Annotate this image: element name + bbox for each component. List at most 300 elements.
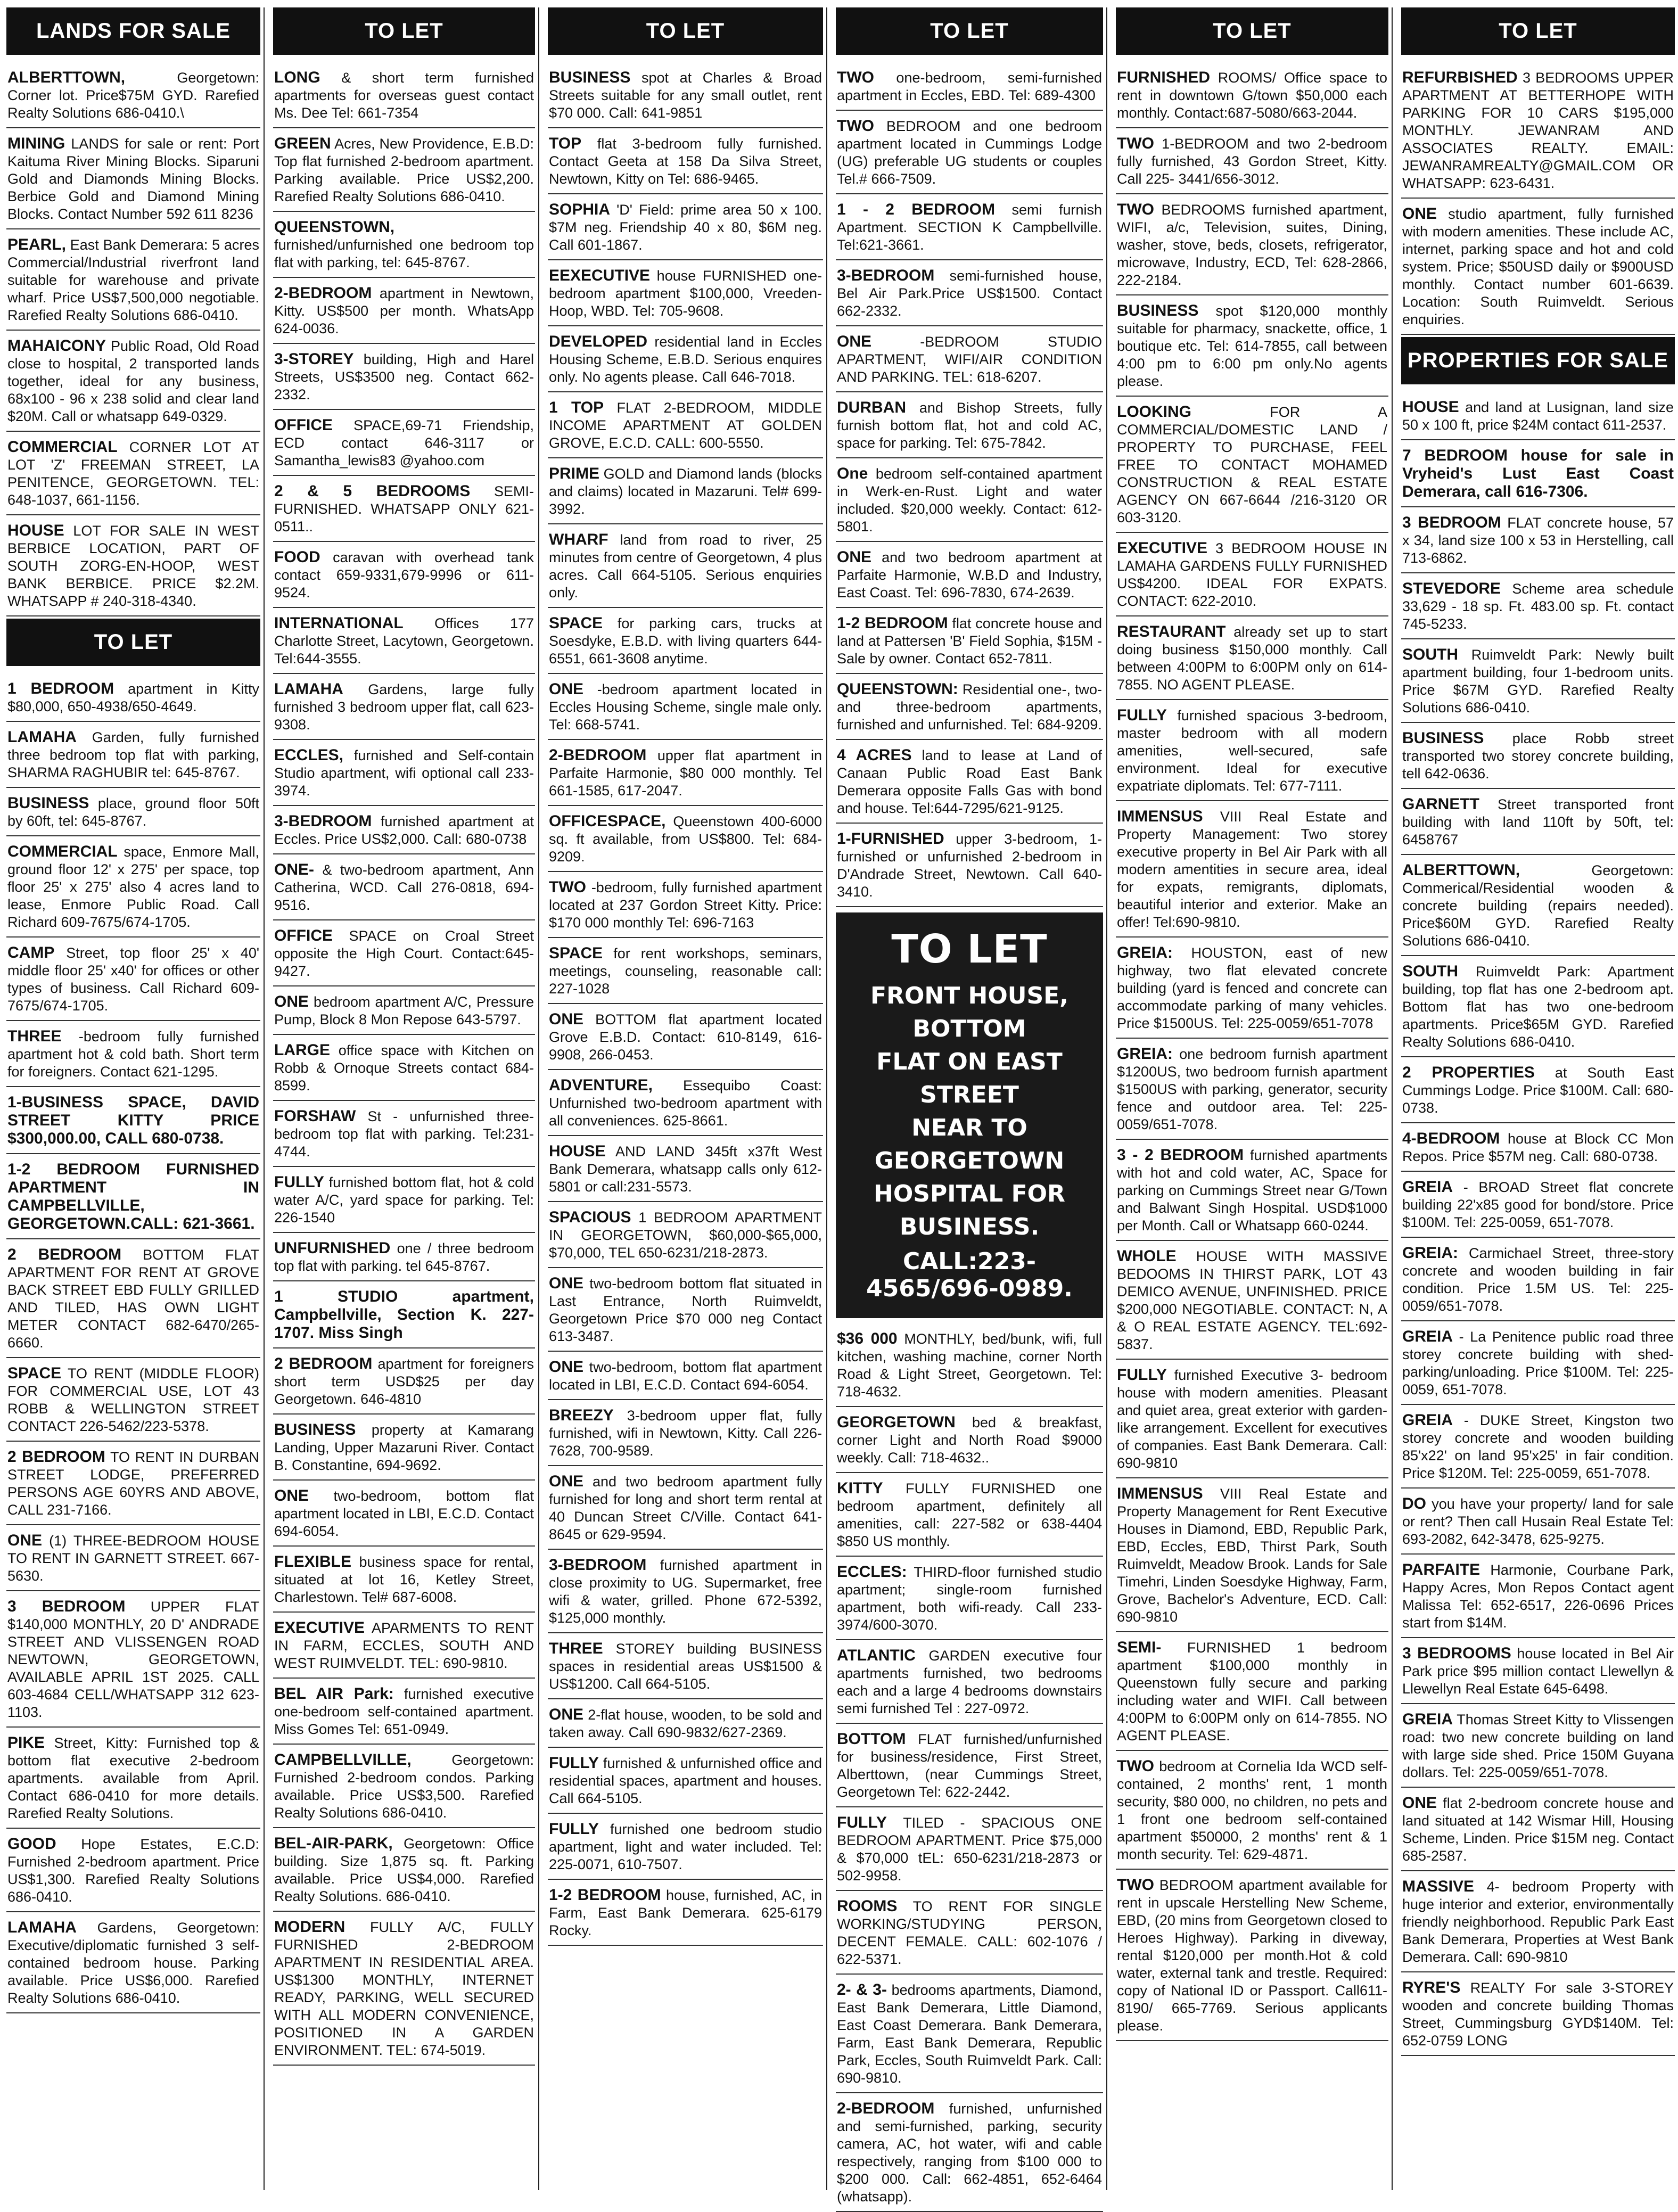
- classified-ad: [836, 394, 1103, 458]
- ad-lead: 2-BEDROOM: [274, 284, 372, 302]
- ad-lead: GREIA: [1402, 1711, 1453, 1728]
- ad-lead: MAHAICONY: [7, 337, 106, 355]
- classified-ad: [6, 64, 260, 128]
- classified-ad: [548, 328, 823, 392]
- ad-lead: ONE-: [274, 861, 314, 878]
- ad-lead: HOUSE: [7, 522, 64, 539]
- ad-lead: EXECUTIVE: [1117, 539, 1208, 557]
- classified-ad: [548, 940, 823, 1004]
- ad-body: FLAT concrete house, 57 x 34, land size 100 x 53 in Herstelling, call 713-6862.: [1402, 515, 1674, 566]
- classified-ad: [273, 412, 535, 476]
- ad-lead: GREIA:: [1402, 1244, 1458, 1262]
- ad-body: 4- bedroom Property with huge interior and exterior, environmentally friendly neighborhood. Republic Park East Bank Demerara, Properties at West Bank Demerara. Call: 690-9810: [1402, 1879, 1674, 1965]
- classified-ad: [273, 1103, 535, 1167]
- ad-body: building, High and Harel Streets, US$3500 neg. Contact 662-2332.: [274, 351, 534, 402]
- ad-body: place, ground floor 50ft by 60ft, tel: 645-8767.: [7, 795, 259, 829]
- ad-lead: 3 BEDROOM: [7, 1598, 126, 1615]
- ad-body: East Bank Demerara: 5 acres Commercial/Industrial riverfront land suitable for warehouse and private wharf. Price US$7,500,000 negotiable. Rarefied Realty Solutions 686-0410.: [7, 237, 259, 323]
- ad-lead: LOOKING: [1117, 403, 1191, 421]
- classified-ad: [1116, 1362, 1388, 1478]
- ad-body: bedroom self-contained apartment in Werk-en-Rust. Light and water included. $20,000 weekly. Contact: 612-5801.: [837, 466, 1102, 535]
- classified-ad: [836, 742, 1103, 824]
- ad-lead: EXECUTIVE: [274, 1619, 365, 1637]
- classified-ad: [1116, 1634, 1388, 1751]
- ad-body: bedroom at Cornelia Ida WCD self-contained, 2 months' rent, 1 month security, $80 000, no children, no pets and 1 front one bedroom self-contained apartment $50000, 2 months' rent & 1 month security. Tel: 629-4871.: [1117, 1758, 1387, 1862]
- classified-ad: [548, 1354, 823, 1400]
- ad-body: -bedroom apartment located in Eccles Housing Scheme, single male only. Tel: 668-5741.: [549, 681, 822, 733]
- classified-ad: [836, 544, 1103, 608]
- classified-ad: [1401, 1790, 1675, 1871]
- ad-lead: HOUSE: [549, 1142, 606, 1160]
- ad-body: house at Block CC Mon Repos. Price $57M neg. Call: 680-0738.: [1402, 1131, 1674, 1164]
- ad-lead: STEVEDORE: [1402, 580, 1501, 597]
- ad-body: semi furnish Apartment. SECTION K Campbellville. Tel:621-3661.: [837, 202, 1102, 253]
- ad-lead: ROOMS: [837, 1897, 898, 1915]
- ad-body: furnished apartment at Eccles. Price US$2,000. Call: 680-0738: [274, 813, 534, 847]
- ad-lead: RYRE'S: [1402, 1979, 1461, 1996]
- ad-lead: KITTY: [837, 1479, 883, 1497]
- ad-lead: ECCLES:: [837, 1563, 907, 1581]
- ad-lead: FULLY: [274, 1173, 324, 1191]
- ad-lead: 2 & 5 BEDROOMS: [274, 482, 471, 500]
- ad-lead: 2 PROPERTIES: [1402, 1064, 1535, 1081]
- classified-ad: [273, 742, 535, 806]
- ad-lead: GEORGETOWN: [837, 1413, 956, 1431]
- ad-body: for rent workshops, seminars, meetings, counseling, reasonable call: 227-1028: [549, 945, 822, 997]
- ad-lead: FULLY: [549, 1754, 599, 1772]
- ad-body: furnished, unfurnished and semi-furnished, parking, security camera, AC, hot water, wifi and cable respectively, ranging from $100 000 to $200 000. Call: 662-4851, 652-6464 (whatsapp).: [837, 2101, 1102, 2205]
- ad-body: apartment in Newtown, Kitty. US$500 per month. WhatsApp 624-0036.: [274, 285, 534, 336]
- classified-ad: [273, 1417, 535, 1481]
- banner-line: BUSINESS.: [899, 1213, 1040, 1240]
- ad-lead: BEL AIR Park:: [274, 1685, 394, 1703]
- column-4: [836, 7, 1107, 2205]
- classified-ad: [1116, 803, 1388, 938]
- ad-body: -bedroom fully furnished apartment hot & cold bath. Short term for foreigners. Contact 621-1295.: [7, 1029, 259, 1080]
- ad-body: & short term furnished apartments for overseas guest contact Ms. Dee Tel: 661-7354: [274, 70, 534, 121]
- ad-lead: 7 BEDROOM house for sale in Vryheid's Lust East Coast Demerara, call 616-7306.: [1402, 447, 1674, 500]
- classified-ad: [273, 923, 535, 986]
- classified-ad: [548, 130, 823, 194]
- ad-body: AND LAND 345ft x37ft West Bank Demerara, whatsapp calls only 612-5801 or call:231-5573.: [549, 1144, 822, 1195]
- ad-body: FULLY A/C, FULLY FURNISHED 2-BEDROOM APARTMENT IN RESIDENTIAL AREA. US$1300 MONTHLY, INTERNET READY, PARKING, WELL SECURED WITH ALL MODERN CONVENIENCE, POSITIONED IN A GARDEN ENVIRONMENT. TEL: 674-5019.: [274, 1919, 534, 2058]
- ad-lead: ONE: [274, 993, 309, 1010]
- ad-lead: ADVENTURE,: [549, 1076, 653, 1094]
- ad-lead: TWO: [837, 69, 874, 86]
- ad-body: apartment in Kitty $80,000, 650-4938/650-4649.: [7, 681, 260, 714]
- classified-ad: [836, 461, 1103, 542]
- ad-body: furnished bottom flat, hot & cold water A/C, yard space for parking. Tel: 226-1540: [274, 1174, 534, 1226]
- ad-body: 1 BEDROOM APARTMENT IN GEORGETOWN, $60,000-$65,000, $70,000, TEL 650-6231/218-2873.: [549, 1210, 822, 1261]
- ad-lead: TWO: [1117, 1757, 1154, 1775]
- ad-lead: QUEENSTOWN:: [837, 680, 958, 698]
- ad-body: bedrooms apartments, Diamond, East Bank Demerara, Little Diamond, East Coast Demerara. Bank Demerara, Farm, East Bank Demerara, Republic Park, Eccles, South Ruimveldt Park. Call: 690-9810.: [837, 1982, 1102, 2086]
- ad-body: studio apartment, fully furnished with modern amenities. These include AC, internet, parking space and hot and cold system. Price; $50USD daily or $900USD monthly. Contact number 601-6639. Location: South Ruimveldt. Serious enquiries.: [1402, 206, 1674, 327]
- ad-body: Georgetown: Corner lot. Price$75M GYD. Rarefied Realty Solutions 686-0410.\: [7, 70, 259, 121]
- classified-ad: [1401, 958, 1675, 1057]
- ad-body: semi-furnished house, Bel Air Park.Price US$1500. Contact 662-2332.: [837, 268, 1102, 319]
- classified-ad: [1401, 1323, 1675, 1405]
- ad-lead: BREEZY: [549, 1407, 614, 1424]
- ad-lead: 1-2 BEDROOM FURNISHED APARTMENT IN CAMPBELLVILLE, GEORGETOWN.CALL: 621-3661.: [7, 1161, 259, 1232]
- display-ad-banner: [836, 912, 1103, 1318]
- ad-body: THIRD-floor furnished studio apartment; single-room furnished apartment, both wifi-ready. Call 233-3974/600-3070.: [837, 1564, 1102, 1633]
- ad-lead: TWO: [1117, 201, 1154, 218]
- ad-body: apartment for foreigners short term USD$25 per day Georgetown. 646-4810: [274, 1356, 534, 1407]
- classified-ad: [6, 1444, 260, 1525]
- classified-ad: [548, 461, 823, 524]
- banner-title: TO LET: [891, 926, 1048, 972]
- classified-ad: [836, 1559, 1103, 1640]
- classified-ad: [1116, 1142, 1388, 1241]
- classified-ad: [6, 517, 260, 616]
- ad-body: and two bedroom apartment at Parfaite Harmonie, W.B.D and Industry, East Coast. Tel: 696-7830, 674-2639.: [837, 549, 1102, 601]
- ad-lead: REFURBISHED: [1402, 69, 1518, 86]
- ad-lead: GREIA: [1402, 1328, 1453, 1345]
- ad-lead: INTERNATIONAL: [274, 614, 404, 632]
- ad-lead: LONG: [274, 69, 320, 86]
- section-heading: TO LET: [1401, 7, 1675, 55]
- ad-body: 3-bedroom upper flat, fully furnished, wifi in Newtown, Kitty. Call 226-7628, 700-9589.: [549, 1408, 822, 1459]
- ad-lead: THREE: [7, 1027, 62, 1045]
- ad-lead: 3 BEDROOMS: [1402, 1644, 1511, 1662]
- ad-body: & two-bedroom apartment, Ann Catherina, WCD. Call 276-0818, 694-9516.: [274, 862, 534, 913]
- classified-ad: [836, 1977, 1103, 2093]
- ad-body: Public Road, Old Road close to hospital, 2 transported lands together, ideal for any business, 68x100 - 96 x 238 solid and clear land $20M. Call or whatsapp 649-0329.: [7, 338, 259, 424]
- classified-ad: [548, 1006, 823, 1070]
- ad-lead: BUSINESS: [274, 1421, 356, 1438]
- ad-body: FULLY FURNISHED one bedroom apartment, definitely all amenities, call: 227-582 or 638-4404 $850 US monthly.: [837, 1481, 1102, 1549]
- ad-lead: FULLY: [837, 1814, 887, 1831]
- ad-lead: ONE: [549, 1358, 584, 1376]
- ad-body: Georgetown: Furnished 2-bedroom condos. Parking available. Price US$3,500. Rarefied Realty Solutions 686-0410.: [274, 1752, 534, 1821]
- classified-ad: [548, 1882, 823, 1946]
- ad-body: 3 BEDROOMS UPPER APARTMENT AT BETTERHOPE WITH PARKING FOR 10 CARS $195,000 MONTHLY. JEWANRAM AND ASSOCIATES REALTY. EMAIL: JEWANRAMREALTY@GMAIL.COM OR WHATSAPP: 623-6431.: [1402, 70, 1674, 191]
- ad-lead: BUSINESS: [1117, 302, 1199, 319]
- classified-ad: [836, 196, 1103, 260]
- classified-ad: [273, 808, 535, 854]
- classified-ad: [1116, 64, 1388, 128]
- classified-ad: [273, 1483, 535, 1547]
- classified-ad: [1116, 619, 1388, 700]
- ad-lead: MINING: [7, 135, 65, 152]
- classified-ad: [1401, 857, 1675, 956]
- ad-lead: UNFURNISHED: [274, 1239, 391, 1257]
- ad-lead: LARGE: [274, 1041, 330, 1059]
- ad-lead: OFFICE: [274, 927, 333, 944]
- ad-lead: WHARF: [549, 531, 608, 548]
- ad-lead: 1 STUDIO apartment, Campbellville, Section K. 227-1707. Miss Singh: [274, 1288, 534, 1342]
- ad-lead: SOUTH: [1402, 646, 1458, 663]
- column-5: [1116, 7, 1393, 2190]
- classified-ad: [548, 1072, 823, 1136]
- ad-lead: FURNISHED: [1117, 69, 1211, 86]
- ad-body: Harmonie, Courbane Park, Happy Acres, Mon Repos Contact agent Malissa Tel: 652-6517, 226-0696 Prices start from $14M.: [1402, 1562, 1674, 1631]
- ad-body: TO RENT (MIDDLE FLOOR) FOR COMMERCIAL USE, LOT 43 ROBB & WELLINGTON STREET CONTACT 226-5462/223-5378.: [7, 1366, 259, 1434]
- classified-ad: [548, 394, 823, 458]
- ad-lead: ONE: [549, 1010, 584, 1028]
- ad-body: one-bedroom, semi-furnished apartment in Eccles, EBD. Tel: 689-4300: [837, 70, 1102, 103]
- classified-ad: [273, 478, 535, 542]
- classified-ad: [1401, 1640, 1675, 1704]
- column-1: [6, 7, 265, 2190]
- ad-body: Street transported front building with land 110ft by 50ft, tel: 6458767: [1402, 796, 1674, 848]
- ad-lead: EEXECUTIVE: [549, 267, 651, 284]
- ad-lead: ONE: [549, 1274, 584, 1292]
- classified-ad: [6, 434, 260, 515]
- ad-lead: SPACIOUS: [549, 1208, 631, 1226]
- ad-body: Hope Estates, E.C.D: Furnished 2-bedroom apartment. Price US$1,300. Rarefied Realty Solutions 686-0410.: [7, 1836, 259, 1905]
- ad-body: FLAT furnished/unfurnished for business/residence, First Street, Alberttown, (near Cummings Street, Georgetown Tel: 622-2442.: [837, 1731, 1102, 1800]
- section-heading: TO LET: [836, 7, 1103, 55]
- classified-ad: [548, 1750, 823, 1814]
- classified-ad: [273, 280, 535, 344]
- ad-lead: THREE: [549, 1640, 603, 1657]
- ad-lead: TWO: [549, 878, 586, 896]
- classified-ad: [1401, 442, 1675, 507]
- ad-body: house located in Bel Air Park price $95 million contact Llewellyn & Llewellyn Real Estate 645-6498.: [1402, 1646, 1674, 1697]
- ad-body: Essequibo Coast: Unfurnished two-bedroom apartment with all conveniences. 625-8661.: [549, 1078, 822, 1129]
- classified-ad: [836, 610, 1103, 674]
- classified-ad: [548, 262, 823, 326]
- classified-ad: [6, 1730, 260, 1829]
- ad-body: two-bedroom, bottom flat apartment located in LBI, E.C.D. Contact 694-6054.: [274, 1488, 534, 1539]
- ad-lead: TWO: [837, 117, 874, 135]
- section-heading: TO LET: [548, 7, 823, 55]
- classified-ad: [836, 328, 1103, 392]
- ad-lead: 3-BEDROOM: [274, 812, 372, 830]
- ad-lead: BUSINESS: [1402, 729, 1484, 747]
- ad-body: TO RENT FOR SINGLE WORKING/STUDYING PERSON, DECENT FEMALE. CALL: 602-1076 / 622-5371.: [837, 1898, 1102, 1967]
- classified-ad: [273, 1284, 535, 1348]
- ad-body: Carmichael Street, three-story concrete and wooden building in fair condition. Price 1.5M US. Tel: 225-0059/651-7078.: [1402, 1245, 1674, 1314]
- ad-body: BEDROOM and one bedroom apartment located in Cummings Lodge (UG) preferable UG students or couples Tel.# 666-7509.: [837, 118, 1102, 187]
- ad-body: Garden, fully furnished three bedroom top flat with parking, SHARMA RAGHUBIR tel: 645-8767.: [7, 729, 259, 780]
- ad-body: one / three bedroom top flat with parking. tel 645-8767.: [274, 1240, 534, 1274]
- ad-lead: ONE: [1402, 1794, 1437, 1812]
- section-heading: PROPERTIES FOR SALE: [1401, 337, 1675, 384]
- ad-lead: 1 TOP: [549, 399, 604, 416]
- classified-ad: [548, 1701, 823, 1748]
- classified-ad: [6, 232, 260, 331]
- ad-body: furnished and Self-contain Studio apartment, wifi optional call 233-3974.: [274, 747, 534, 799]
- classified-ad: [836, 2095, 1103, 2212]
- ad-body: SEMI-FURNISHED. WHATSAPP ONLY 621-0511..: [274, 483, 534, 535]
- ad-lead: TOP: [549, 135, 582, 152]
- classified-ad: [1401, 1240, 1675, 1321]
- ad-body: furnished one bedroom studio apartment, light and water included. Tel: 225-0071, 610-7507.: [549, 1821, 822, 1872]
- classified-ad: [836, 1893, 1103, 1975]
- ad-lead: GREIA: [1402, 1178, 1453, 1196]
- ad-lead: ONE: [549, 1473, 584, 1490]
- ad-lead: ONE: [274, 1487, 309, 1504]
- column-6: [1401, 7, 1678, 2190]
- classified-ad: [6, 790, 260, 836]
- ad-lead: FULLY: [1117, 1366, 1167, 1384]
- ad-body: at South East Cummings Lodge. Price $100M. Call: 680-0738.: [1402, 1065, 1674, 1116]
- ad-body: BEDROOMS furnished apartment, WIFI, a/c, Television, suites, Dining, washer, stove, beds, closets, refrigerator, microwave, Industry, ECD, Tel: 628-2866, 222-2184.: [1117, 202, 1387, 288]
- ad-lead: 4-BEDROOM: [1402, 1130, 1500, 1147]
- ad-body: Acres, New Providence, E.B.D: Top flat furnished 2-bedroom apartment. Parking available. Price US$2,200. Rarefied Realty Solutions 686-0410.: [274, 136, 534, 204]
- ad-lead: DO: [1402, 1495, 1426, 1512]
- ad-body: 2-flat house, wooden, to be sold and taken away. Call 690-9832/627-2369.: [549, 1707, 822, 1740]
- column-3: [548, 7, 827, 2190]
- classified-ad: [548, 1468, 823, 1550]
- classified-ad: [273, 676, 535, 740]
- ad-body: furnished apartment in close proximity to UG. Supermarket, free wifi & water, grilled. Phone 672-5392, $125,000 monthly.: [549, 1557, 822, 1626]
- ad-lead: SPACE: [7, 1364, 62, 1382]
- classified-ad: [273, 1830, 535, 1912]
- banner-line: HOSPITAL FOR: [874, 1180, 1065, 1207]
- classified-ad: [1401, 1407, 1675, 1489]
- ad-lead: FORSHAW: [274, 1107, 356, 1125]
- ad-body: - La Penitence public road three storey concrete building with shed-parking/unloading. Price $100M. Tel: 225-0059, 651-7078.: [1402, 1329, 1674, 1397]
- ad-body: VIII Real Estate and Property Management for Rent Executive Houses in Diamond, EBD, Republic Park, EBD, Eccles, EBD, Thirst Park, South Ruimveldt, Meadow Brook. Lands for Sale Timehri, Linden Soesdyke Highway, Farm, Grove, Bachelor's Adventure, ECD. Call: 690-9810: [1117, 1486, 1387, 1625]
- classified-ad: [548, 1270, 823, 1352]
- ad-lead: LAMAHA: [274, 680, 343, 698]
- ad-body: Gardens, large fully furnished 3 bedroom upper flat, call 623-9308.: [274, 681, 534, 733]
- ad-body: -bedroom, fully furnished apartment located at 237 Gordon Street Kitty. Price: $170 000 monthly Tel: 696-7163: [549, 879, 822, 931]
- ad-lead: 2-BEDROOM: [549, 746, 647, 764]
- classified-ad: [548, 1402, 823, 1466]
- ad-body: two-bedroom, bottom flat apartment located in LBI, E.C.D. Contact 694-6054.: [549, 1359, 822, 1393]
- ad-lead: GOOD: [7, 1835, 56, 1853]
- ad-lead: 1 BEDROOM: [7, 680, 114, 697]
- ad-body: land to lease at Land of Canaan Public Road East Bank Demerara opposite Falls Gas with bond and house. Tel:644-7295/621-9125.: [837, 747, 1103, 816]
- ad-body: office space with Kitchen on Robb & Ornoque Streets contact 684-8599.: [274, 1042, 534, 1093]
- ad-lead: BOTTOM: [837, 1730, 906, 1748]
- ad-lead: SEMI-: [1117, 1639, 1162, 1656]
- ad-body: FLAT 2-BEDROOM, MIDDLE INCOME APARTMENT AT GOLDEN GROVE, E.C.D. CALL: 600-5550.: [549, 400, 822, 451]
- ad-body: already set up to start doing business $150,000 monthly. Call between 4:00PM to 6:00PM only on 614-7855. NO AGENT PLEASE.: [1117, 624, 1387, 693]
- ad-lead: 3 BEDROOM: [1402, 514, 1501, 531]
- ad-body: (1) THREE-BEDROOM HOUSE TO RENT IN GARNETT STREET. 667-5630.: [7, 1533, 259, 1584]
- classified-ad: [836, 1642, 1103, 1724]
- ad-lead: MASSIVE: [1402, 1878, 1475, 1895]
- ad-body: VIII Real Estate and Property Management: Two storey executive property in Bel Air Park with all modern amentities in secure area, ideal for expats, remigrants, diplomats, beautiful interior and exterior. Make an offer! Tel:690-9810.: [1117, 809, 1387, 930]
- ad-body: UPPER FLAT $140,000 MONTHLY, 20 D' ANDRADE STREET AND VLISSENGEN ROAD NEWTOWN, GEORGETOWN, AVAILABLE APRIL 1ST 2025. CALL 603-4684 CELL/WHATSAPP 312 623-1103.: [7, 1599, 260, 1720]
- ad-lead: SOUTH: [1402, 963, 1458, 980]
- classified-ad: [1116, 940, 1388, 1039]
- classified-ad: [273, 1681, 535, 1745]
- classified-ad: [1401, 725, 1675, 789]
- classified-ad: [1116, 298, 1388, 397]
- ad-body: ROOMS/ Office space to rent in downtown G/town $50,000 each monthly. Contact:687-5080/663-2044.: [1117, 70, 1387, 121]
- classified-ad: [6, 130, 260, 229]
- classified-ad: [1116, 1243, 1388, 1360]
- classified-ad: [1401, 1491, 1675, 1555]
- ad-lead: ONE: [549, 1706, 584, 1723]
- ad-lead: BUSINESS: [549, 69, 631, 86]
- ad-lead: GREIA: [1402, 1411, 1453, 1429]
- ad-lead: LAMAHA: [7, 1919, 77, 1936]
- classified-ad: [6, 1831, 260, 1912]
- classified-ad: [6, 940, 260, 1021]
- ad-lead: IMMENSUS: [1117, 1485, 1203, 1502]
- classified-ad: [548, 874, 823, 938]
- ad-lead: PRIME: [549, 465, 600, 482]
- ad-lead: OFFICE: [274, 416, 333, 434]
- ad-lead: 2 BEDROOM: [7, 1246, 122, 1263]
- classified-ad: [6, 1527, 260, 1591]
- ad-lead: 3-STOREY: [274, 350, 354, 368]
- ad-lead: DURBAN: [837, 399, 906, 416]
- classified-ad: [1116, 130, 1388, 194]
- ad-body: furnished/unfurnished one bedroom top flat with parking, tel: 645-8767.: [274, 237, 534, 270]
- classified-ad: [548, 527, 823, 608]
- ad-lead: RESTAURANT: [1117, 623, 1226, 640]
- classified-ad: [548, 610, 823, 674]
- classified-ad: [836, 1726, 1103, 1807]
- ad-body: furnished apartments with hot and cold water, AC, Space for parking on Cummings Street near G/Town and Balwant Singh Hospital. USD$1000 per Month. Call or Whatsapp 660-0244.: [1117, 1147, 1388, 1234]
- classified-ad: [273, 1615, 535, 1679]
- section-heading: TO LET: [1116, 7, 1388, 55]
- ad-lead: MODERN: [274, 1918, 346, 1936]
- ad-body: place Robb street transported two storey concrete building, tell 642-0636.: [1402, 730, 1674, 782]
- ad-lead: 2 BEDROOM: [274, 1355, 373, 1372]
- classified-ad: [1401, 201, 1675, 335]
- classified-ad: [273, 214, 535, 278]
- ad-lead: 2-BEDROOM: [837, 2100, 935, 2117]
- classified-ad: [548, 1138, 823, 1202]
- ad-lead: SOPHIA: [549, 201, 611, 218]
- ad-lead: ONE: [1402, 205, 1437, 223]
- ad-body: house, furnished, AC, in Farm, East Bank Demerara. 625-6179 Rocky.: [549, 1887, 822, 1938]
- ad-lead: COMMERCIAL: [7, 843, 118, 860]
- ad-lead: COMMERCIAL: [7, 438, 118, 456]
- ad-lead: 3-BEDROOM: [549, 1556, 647, 1574]
- classified-ad: [1116, 1753, 1388, 1870]
- ad-body: land from road to river, 25 minutes from centre of Georgetown, 4 plus acres. Call 664-5105. Serious enquiries only.: [549, 532, 822, 601]
- ad-body: St - unfurnished three-bedroom top flat with parking. Tel:231-4744.: [274, 1108, 534, 1160]
- ad-body: upper 3-bedroom, 1-furnished or unfurnished 2-bedroom in D'Andrade Street, Newtown. Call 640-3410.: [837, 831, 1102, 900]
- classified-ad: [273, 1235, 535, 1281]
- ad-lead: FULLY: [1117, 706, 1167, 724]
- banner-line: NEAR TO GEORGETOWN: [874, 1114, 1065, 1174]
- ad-body: GARDEN executive four apartments furnished, two bedrooms each and a large 4 bedrooms downstairs semi furnished Tel : 227-0972.: [837, 1648, 1102, 1716]
- classified-ad: [1401, 1975, 1675, 2056]
- classified-ad: [1116, 1872, 1388, 2041]
- ad-lead: TWO: [1117, 1876, 1154, 1894]
- classified-ad: [548, 1552, 823, 1633]
- ad-lead: FOOD: [274, 548, 320, 566]
- classified-ad: [548, 1635, 823, 1699]
- ad-body: spot at Charles & Broad Streets suitable for any small outlet, rent $70 000. Call: 641-9851: [549, 70, 822, 121]
- classified-ad: [6, 838, 260, 938]
- classified-ad: [1116, 399, 1388, 533]
- ad-lead: ECCLES,: [274, 746, 344, 764]
- classified-ad: [836, 1475, 1103, 1557]
- ad-body: property at Kamarang Landing, Upper Mazaruni River. Contact B. Constantine, 694-9692.: [274, 1422, 534, 1473]
- ad-body: furnished & unfurnished office and residential spaces, apartment and houses. Call 664-5105.: [549, 1755, 822, 1806]
- classified-ad: [6, 1156, 260, 1239]
- classified-ad: [1401, 1125, 1675, 1172]
- classified-ad: [1401, 1557, 1675, 1638]
- ad-lead: 1-2 BEDROOM: [837, 614, 948, 632]
- classified-ad: [548, 1204, 823, 1268]
- ad-body: SPACE on Croal Street opposite the High Court. Contact:645-9427.: [274, 928, 534, 979]
- ad-lead: ALBERTTOWN,: [7, 69, 126, 86]
- ad-body: 3 BEDROOM HOUSE IN LAMAHA GARDENS FULLY FURNISHED US$4200. IDEAL FOR EXPATS. CONTACT: 622-2010.: [1117, 540, 1387, 609]
- banner-phone: CALL:223-4565/696-0989.: [866, 1248, 1073, 1302]
- ad-body: SPACE,69-71 Friendship, ECD contact 646-3117 or Samantha_lewis83 @yahoo.com: [274, 417, 534, 468]
- ad-body: business space for rental, situated at lot 16, Ketley Street, Charlestown. Tel# 687-6008.: [274, 1554, 534, 1605]
- ad-body: and Bishop Streets, fully furnish bottom flat, hot and cold AC, space for parking. Tel: 675-7842.: [837, 400, 1102, 451]
- ad-lead: 3-BEDROOM: [837, 267, 935, 284]
- ad-lead: HOUSE: [1402, 398, 1459, 416]
- classified-ad: [1116, 535, 1388, 616]
- classified-ad: [6, 1241, 260, 1358]
